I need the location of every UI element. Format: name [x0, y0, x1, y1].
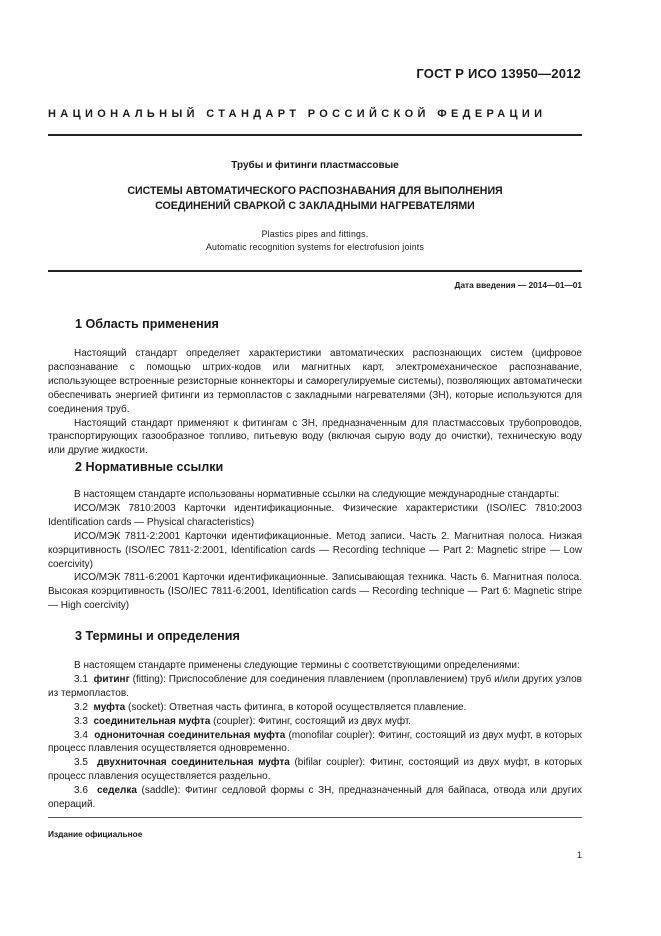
term-label: двухниточная соединительная муфта [97, 757, 290, 769]
section-1-paragraph: Настоящий стандарт определяет характеристики автоматических распознающих систем (цифровое распознавание с помощью штрих-кодов или магнитных карт, электромеханическое распознавание, использующее встроенные резисторные коннекторы и саморегулируемые системы), позволяющих автоматически обеспечивать энергией фитинги из термопластов с закладными нагревателями (ЗН), которые используются для соединения труб. [48, 348, 582, 415]
introduction-date: Дата введения — 2014—01—01 [454, 280, 582, 290]
section-1-heading: 1 Область применения [75, 317, 219, 331]
reference-item: ИСО/МЭК 7811-6:2001 Карточки идентификационные. Записывающая техника. Часть 6. Магнитная полоса. Высокая коэрцитивность (ISO/IEC 7811-6:2001, Identification cards — Recording technique — Part 6: Magnetic stripe — High coercivity) [48, 572, 582, 612]
section-2-heading: 2 Нормативные ссылки [75, 460, 224, 474]
standard-code: ГОСТ Р ИСО 13950—2012 [416, 66, 581, 81]
term-definition: 3.4 однониточная соединительная муфта (monofilar coupler): Фитинг, состоящий из двух муфт, в которых процесс плавления осуществляется одновременно. [48, 729, 583, 755]
term-definition: 3.1 фитинг (fitting): Приспособление для соединения плавлением (проплавлением) труб и/или других узлов из термопластов. [48, 673, 582, 699]
term-label: однониточная соединительная муфта [94, 729, 286, 741]
section-3-paragraph: В настоящем стандарте применены следующие термины с соответствующими определениями: [74, 660, 520, 671]
term-label: седелка [97, 785, 137, 797]
reference-item: ИСО/МЭК 7810:2003 Карточки идентификационные. Физические характеристики (ISO/IEC 7810:2003 Identification cards — Physical characteristics) [48, 502, 582, 528]
section-3-body [48, 659, 582, 812]
term-label: фитинг [93, 673, 130, 685]
english-title-line1: Plastics pipes and fittings. [261, 229, 369, 239]
document-subtitle: Трубы и фитинги пластмассовые [231, 160, 399, 171]
term-label: муфта [93, 701, 126, 713]
section-1-paragraph: Настоящий стандарт применяют к фитингам с ЗН, предназначенным для пластмассовых трубопроводов, транспортирующих газообразное топливо, питьевую воду (включая сырую воду до очистки), техническую воду или другие жидкости. [48, 417, 582, 457]
term-label: соединительная муфта [93, 715, 211, 727]
section-1-body [48, 347, 582, 458]
section-3-heading: 3 Термины и определения [75, 629, 240, 643]
document-title-line2: СОЕДИНЕНИЙ СВАРКОЙ С ЗАКЛАДНЫМИ НАГРЕВАТЕЛЯМИ [155, 200, 475, 212]
footer-divider [48, 817, 582, 818]
document-title-line1: СИСТЕМЫ АВТОМАТИЧЕСКОГО РАСПОЗНАВАНИЯ ДЛЯ ВЫПОЛНЕНИЯ [127, 185, 503, 197]
document-title [48, 184, 582, 214]
reference-item: ИСО/МЭК 7811-2:2001 Карточки идентификационные. Метод записи. Часть 2. Магнитная полоса. Низкая коэрцитивность (ISO/IEC 7811-2:2001, Identification cards — Recording technique — Part 2: Magnetic stripe — Low coercivity) [48, 530, 582, 570]
edition-note: Издание официальное [48, 829, 143, 839]
term-definition: 3.6 седелка (saddle): Фитинг седловой формы с ЗН, предназначенный для байпаса, отвода или других операций. [48, 785, 582, 811]
term-definition: 3.5 двухниточная соединительная муфта (bifilar coupler): Фитинг, состоящий из двух муфт, в которых процесс плавления осуществляется раздельно. [48, 757, 583, 783]
term-definition: 3.3 соединительная муфта (coupler): Фитинг, состоящий из двух муфт. [74, 715, 412, 727]
english-title [48, 228, 582, 254]
section-2-body [48, 488, 582, 613]
title-divider [48, 270, 582, 272]
page-number: 1 [576, 850, 582, 860]
english-title-line2: Automatic recognition systems for electrofusion joints [205, 242, 425, 252]
header-divider [48, 134, 582, 136]
national-standard-banner: НАЦИОНАЛЬНЫЙ СТАНДАРТ РОССИЙСКОЙ ФЕДЕРАЦИИ [48, 108, 547, 120]
term-definition: 3.2 муфта (socket): Ответная часть фитинга, в которой осуществляется плавление. [74, 701, 467, 713]
section-2-paragraph: В настоящем стандарте использованы нормативные ссылки на следующие международные стандарты: [74, 489, 560, 500]
